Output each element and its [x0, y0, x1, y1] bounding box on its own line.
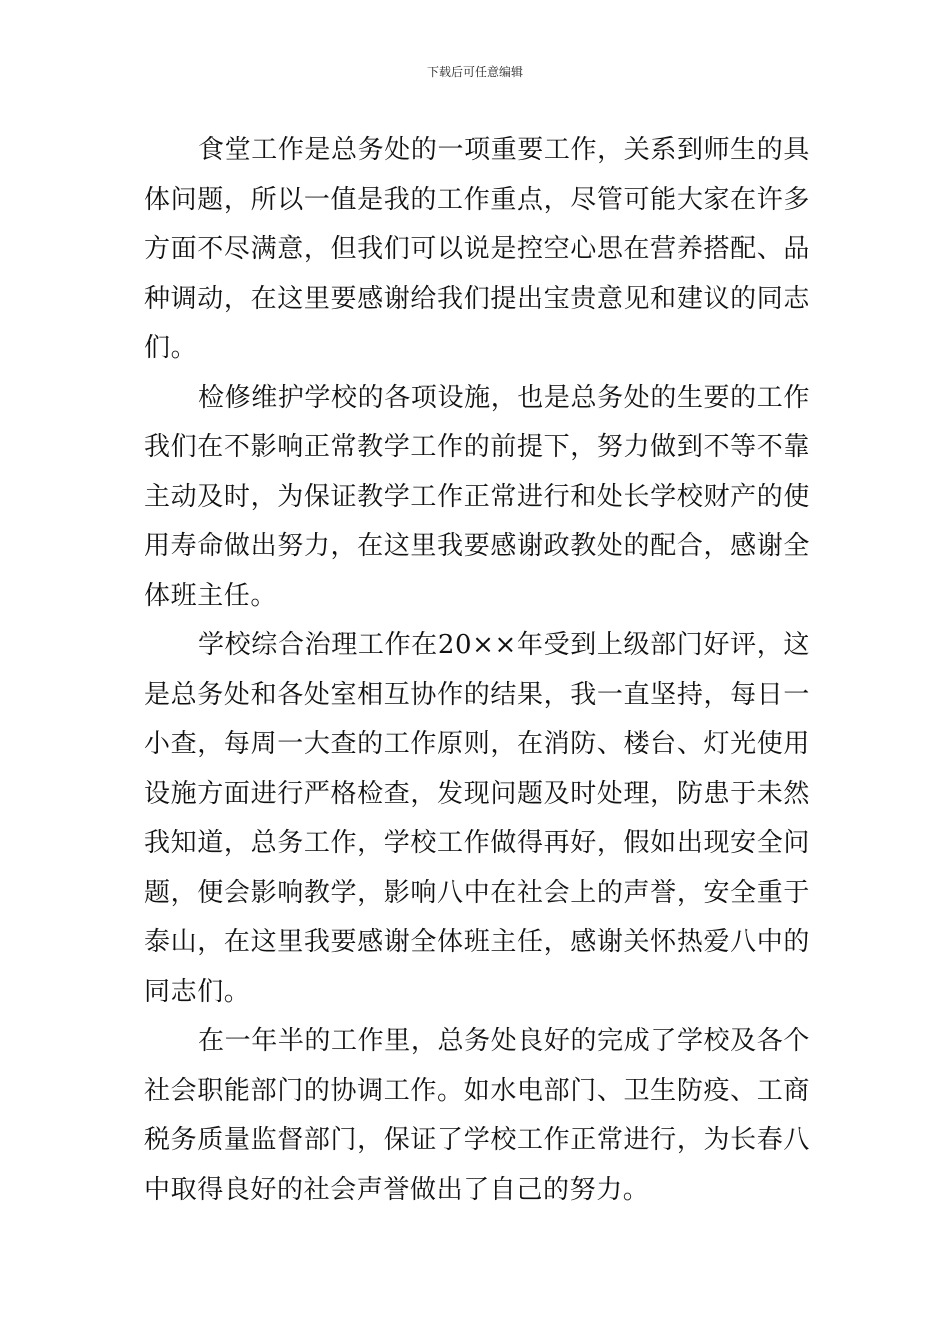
document-body — [144, 126, 810, 1215]
paragraph-canteen: 食堂工作是总务处的一项重要工作，关系到师生的具体问题，所以一值是我的工作重点，尽管可能大家在许多方面不尽满意，但我们可以说是控空心思在营养搭配、品种调动，在这里要感谢给我们提出宝贵意见和建议的同志们。 — [144, 135, 810, 363]
paragraph-maintenance: 检修维护学校的各项设施，也是总务处的生要的工作我们在不影响正常教学工作的前提下，努力做到不等不靠主动及时，为保证教学工作正常进行和处长学校财产的使用寿命做出努力，在这里我要感谢政教处的配合，感谢全体班主任。 — [144, 382, 810, 611]
paragraph-coordination: 在一年半的工作里，总务处良好的完成了学校及各个社会职能部门的协调工作。如水电部门、卫生防疫、工商税务质量监督部门，保证了学校工作正常进行，为长春八中取得良好的社会声誉做出了自己的努力。 — [144, 1026, 810, 1205]
page-header: 下载后可任意编辑 — [426, 65, 523, 79]
paragraph-safety: 学校综合治理工作在20××年受到上级部门好评，这是总务处和各处室相互协作的结果，我一直坚持，每日一小查，每周一大查的工作原则，在消防、楼台、灯光使用设施方面进行严格检查，发现问题及时处理，防患于未然我知道，总务工作，学校工作做得再好，假如出现安全问题，便会影响教学，影响八中在社会上的声誉，安全重于泰山，在这里我要感谢全体班主任，感谢关怀热爱八中的同志们。 — [144, 630, 810, 1007]
